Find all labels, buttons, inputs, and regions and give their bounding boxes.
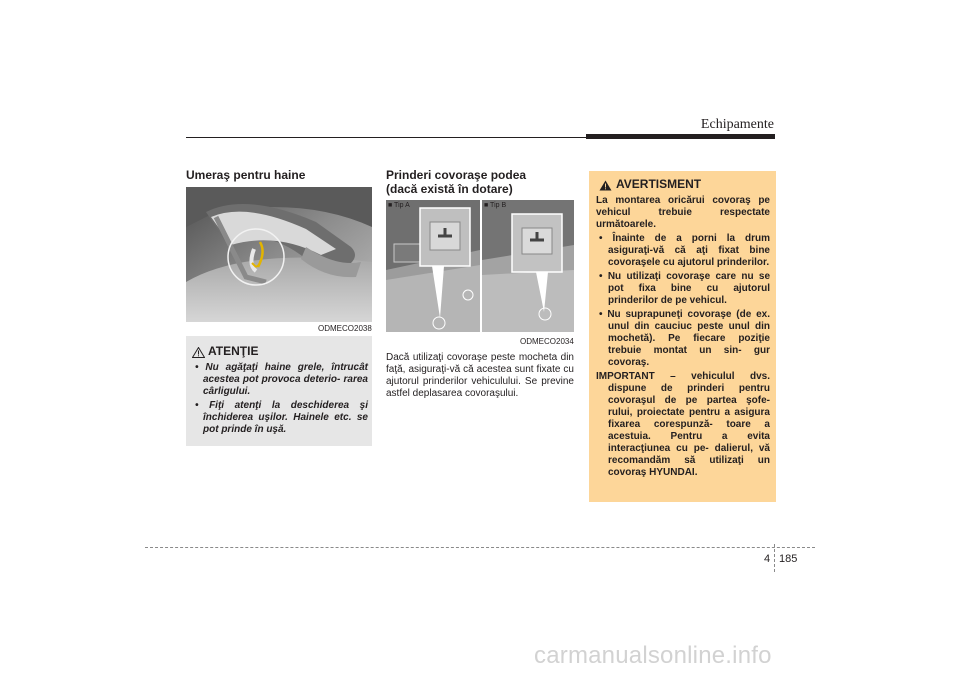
footer-divider bbox=[774, 544, 775, 572]
tip-b-label: ■ Tip B bbox=[484, 202, 507, 209]
floor-mat-heading-line1: Prinderi covoraşe podea bbox=[386, 168, 527, 182]
warning-box bbox=[589, 171, 776, 502]
caution-title: ATENŢIE bbox=[208, 344, 259, 358]
caution-item: • Nu agăţaţi haine grele, întrucât acestea pot provoca deterio- rarea cârligului. bbox=[195, 362, 368, 397]
floor-mat-body: Dacă utilizaţi covoraşe peste mocheta din faţă, asiguraţi-vă că acestea sunt fixate cu ajutorul prinderilor vehiculului. Se previne astfel deplasarea covoraşului. bbox=[386, 352, 574, 399]
tip-a-label: ■ Tip A bbox=[388, 202, 410, 209]
floor-mat-photo-tip-a bbox=[386, 200, 480, 332]
warning-item-text: Înainte de a porni la drum asiguraţi-vă că aţi fixat bine covoraşele cu ajutorul prinderilor. bbox=[608, 233, 770, 268]
watermark: carmanualsonline.info bbox=[534, 642, 772, 669]
floor-mat-heading bbox=[386, 168, 526, 196]
footer-rule bbox=[145, 547, 815, 548]
warning-item: • Nu utilizaţi covoraşe care nu se pot fixa bine cu ajutorul prinderilor de pe vehicul. bbox=[599, 271, 771, 306]
header-rule-bold bbox=[586, 134, 775, 139]
header-rule bbox=[186, 137, 586, 138]
caution-list bbox=[192, 362, 368, 438]
page-number: 185 bbox=[779, 553, 798, 565]
warning-item-text: Nu suprapuneţi covoraşe (de ex. unul din cauciuc peste unul din mochetă). Pe fiecare poziţie trebuie montat un sin- gur covoraş. bbox=[607, 309, 770, 368]
floor-mat-heading-line2: (dacă există în dotare) bbox=[386, 182, 513, 196]
caution-triangle-icon bbox=[192, 345, 205, 363]
floor-mat-photo-tip-b bbox=[482, 200, 574, 332]
warning-title: AVERTISMENT bbox=[616, 177, 702, 191]
warning-list bbox=[596, 233, 770, 369]
warning-item: • Înainte de a porni la drum asiguraţi-vă că aţi fixat bine covoraşele cu ajutorul prinderilor. bbox=[599, 233, 770, 268]
coat-hook-heading: Umeraş pentru haine bbox=[186, 168, 306, 182]
warning-intro: La montarea oricărui covoraş pe vehicul trebuie respectate următoarele. bbox=[596, 195, 770, 230]
caution-item-text: Nu agăţaţi haine grele, întrucât acestea pot provoca deterio- rarea cârligului. bbox=[203, 362, 368, 397]
section-title: Echipamente bbox=[700, 117, 774, 132]
chapter-number: 4 bbox=[764, 553, 771, 565]
coat-hook-photo bbox=[186, 187, 372, 322]
warning-item-text: Nu utilizaţi covoraşe care nu se pot fixa bine cu ajutorul prinderilor de pe vehicul. bbox=[607, 271, 771, 306]
floor-mat-image-code: ODMECO2034 bbox=[520, 337, 574, 346]
caution-item-text: Fiţi atenţi la deschiderea şi închiderea uşilor. Hainele etc. se pot prinde în uşă. bbox=[203, 400, 368, 435]
warning-important: IMPORTANT – vehiculul dvs. dispune de prinderi pentru covoraşul de pe partea şofe- rului, proiectate pentru a asigura fixarea corespunză- toare a acestuia. Pentru a evita interacţiunea cu pe- dalierul, vă recomandăm să utilizaţi un covoraş HYUNDAI. bbox=[596, 371, 770, 478]
warning-triangle-icon bbox=[599, 178, 612, 196]
caution-item: • Fiţi atenţi la deschiderea şi închiderea uşilor. Hainele etc. se pot prinde în uşă. bbox=[195, 400, 368, 435]
caution-box bbox=[186, 336, 372, 446]
coat-hook-image-code: ODMECO2038 bbox=[318, 324, 372, 333]
warning-item: • Nu suprapuneţi covoraşe (de ex. unul din cauciuc peste unul din mochetă). Pe fiecare poziţie trebuie montat un sin- gur covoraş. bbox=[599, 309, 770, 368]
warning-body bbox=[596, 195, 770, 481]
